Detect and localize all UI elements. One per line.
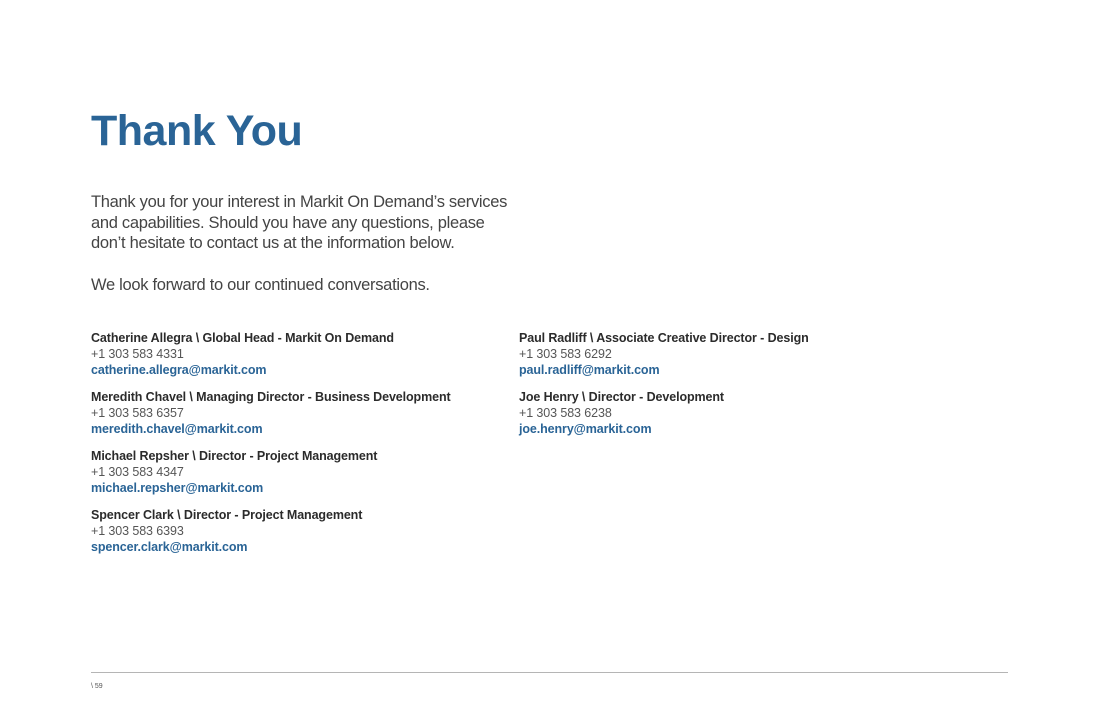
contact-card [91,389,451,437]
contact-name-title: Meredith Chavel \ Managing Director - Business Development [91,390,451,404]
contact-list-right [519,330,809,448]
intro-paragraph [91,192,541,254]
intro-line: and capabilities. Should you have any questions, please [91,213,485,232]
contact-email-link[interactable]: michael.repsher@markit.com [91,481,264,495]
contact-phone: +1 303 583 6357 [91,406,184,420]
contact-name-title: Catherine Allegra \ Global Head - Markit On Demand [91,331,394,345]
contact-list-left [91,330,451,566]
footer-divider [91,672,1008,673]
contact-email-link[interactable]: paul.radliff@markit.com [519,363,660,377]
contact-card [519,389,809,437]
closing-paragraph: We look forward to our continued conversations. [91,276,430,294]
contact-phone: +1 303 583 4331 [91,347,184,361]
contact-card [91,330,451,378]
contact-email-link[interactable]: spencer.clark@markit.com [91,540,248,554]
contact-email-link[interactable]: meredith.chavel@markit.com [91,422,263,436]
contact-phone: +1 303 583 4347 [91,465,184,479]
contact-phone: +1 303 583 6238 [519,406,612,420]
page-number: \ 59 [91,683,103,690]
contact-email-link[interactable]: joe.henry@markit.com [519,422,652,436]
contact-name-title: Michael Repsher \ Director - Project Management [91,449,378,463]
intro-line: don’t hesitate to contact us at the information below. [91,234,455,252]
contact-phone: +1 303 583 6292 [519,347,612,361]
contact-name-title: Joe Henry \ Director - Development [519,390,724,404]
page-title: Thank You [91,107,303,155]
intro-line: Thank you for your interest in Markit On Demand’s services [91,193,508,211]
contact-card [91,448,451,496]
contact-card [519,330,809,378]
contact-phone: +1 303 583 6393 [91,524,184,538]
contact-name-title: Spencer Clark \ Director - Project Management [91,508,363,522]
contact-email-link[interactable]: catherine.allegra@markit.com [91,363,267,377]
contact-card [91,507,451,555]
contact-name-title: Paul Radliff \ Associate Creative Director - Design [519,331,809,345]
